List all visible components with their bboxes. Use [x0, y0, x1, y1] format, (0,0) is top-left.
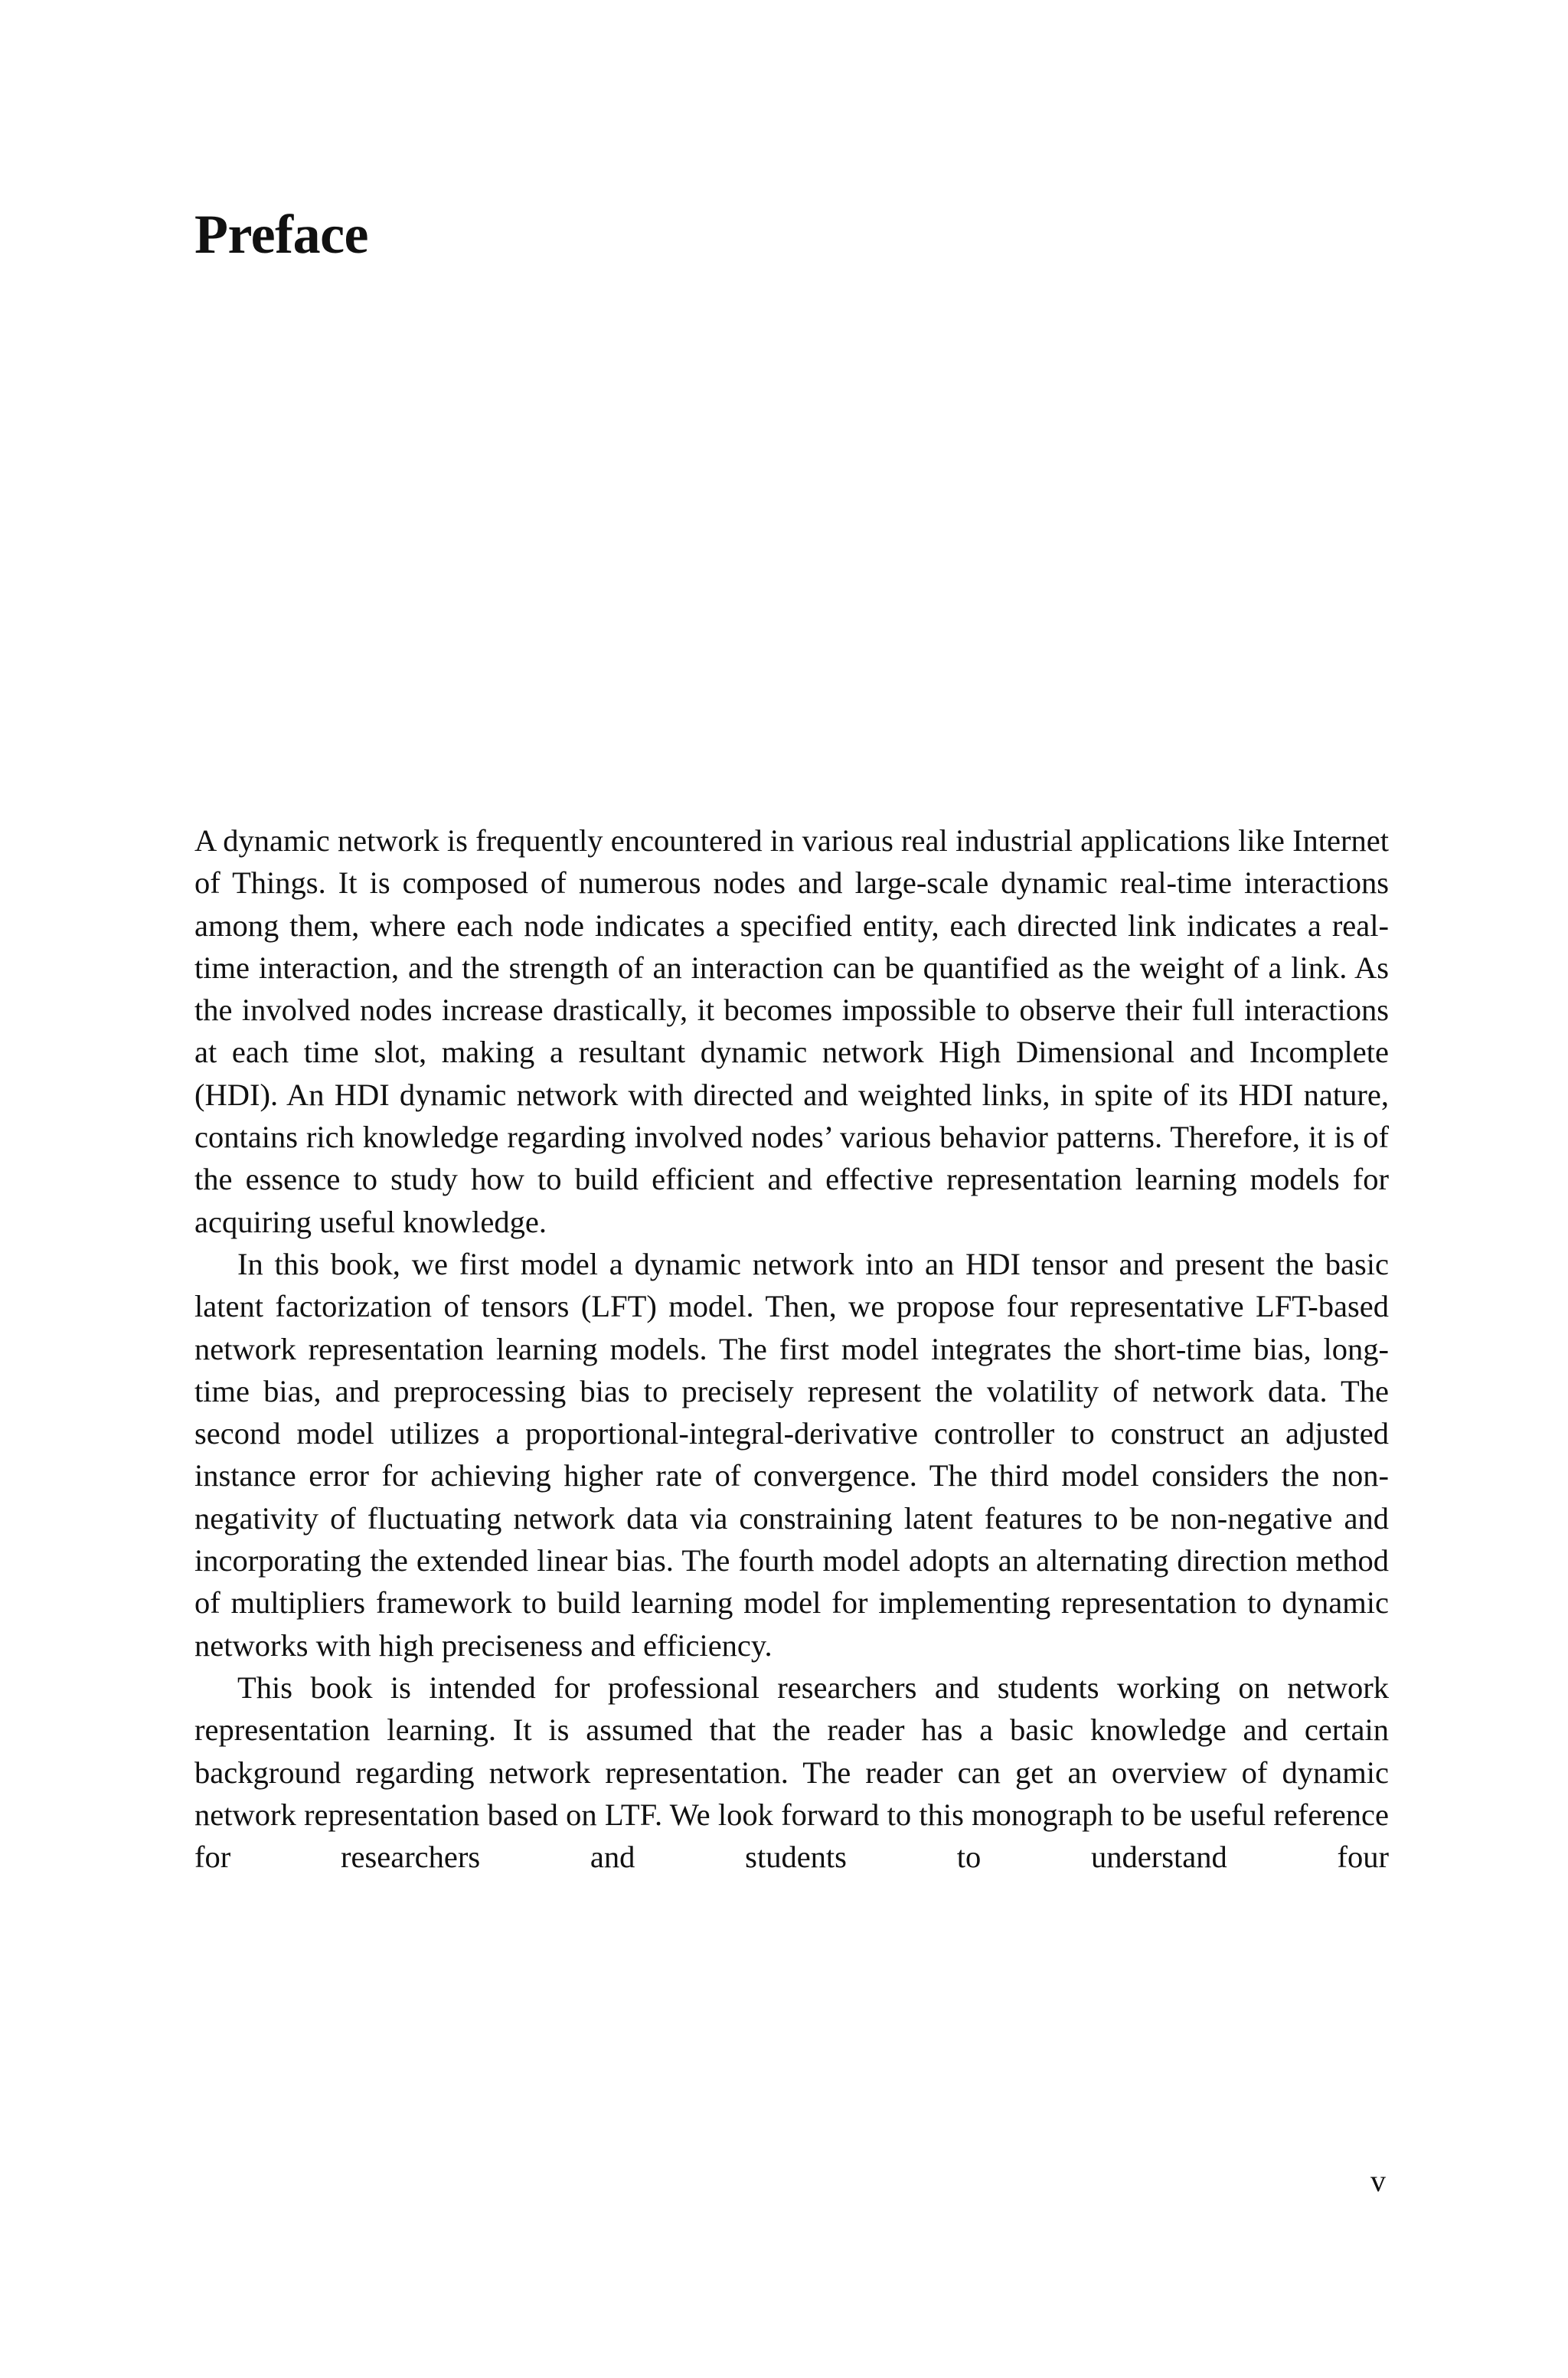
paragraph-1: A dynamic network is frequently encountered in various real industrial applications like Internet of Things. It is composed of numerous nodes and large-scale dynamic real-time interactions among them, where each node indicates a specified entity, each directed link indicates a real-time interaction, and the strength of an interaction can be quantified as the weight of a link. As the involved nodes increase drastically, it becomes impossible to observe their full interactions at each time slot, making a resultant dynamic network High Dimensional and Incomplete (HDI). An HDI dynamic network with directed and weighted links, in spite of its HDI nature, contains rich knowledge regarding involved nodes’ various behavior patterns. Therefore, it is of the essence to study how to build efficient and effective representation learning models for acquiring useful knowledge.	[194, 823, 1389, 1239]
page-number: v	[1370, 2164, 1386, 2198]
paragraph-3: This book is intended for professional researchers and students working on network representation learning. It is assumed that the reader has a basic knowledge and certain background regarding network representation. The reader can get an overview of dynamic network representation based on LTF. We look forward to this monograph to be useful reference for researchers and students to understand four	[194, 1670, 1389, 1875]
preface-body	[194, 819, 1389, 1878]
paragraph-2: In this book, we first model a dynamic network into an HDI tensor and present the basic latent factorization of tensors (LFT) model. Then, we propose four representative LFT-based network representation learning models. The first model integrates the short-time bias, long-time bias, and preprocessing bias to precisely represent the volatility of network data. The second model utilizes a proportional-integral-derivative controller to construct an adjusted instance error for achieving higher rate of convergence. The third model considers the non-negativity of fluctuating network data via constraining latent features to be non-negative and incorporating the extended linear bias. The fourth model adopts an alternating direction method of multipliers framework to build learning model for implementing representation to dynamic networks with high preciseness and efficiency.	[194, 1246, 1389, 1663]
page-title: Preface	[194, 204, 368, 265]
